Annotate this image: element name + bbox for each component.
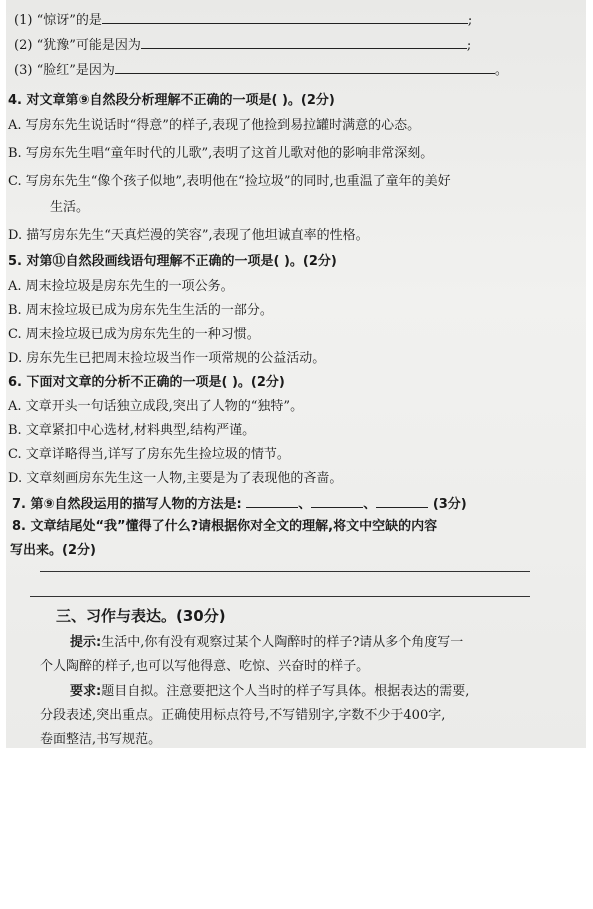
requirement-text-1: 题目自拟。注意要把这个人当时的样子写具体。根据表达的需要, (101, 684, 470, 699)
q3-item-3-end: 。 (494, 63, 508, 78)
q6-option-a: A. 文章开头一句话独立成段,突出了人物的“独特”。 (8, 399, 304, 414)
q3-item-3-answer-blank[interactable] (115, 60, 495, 74)
q8-answer-line-2[interactable] (30, 596, 530, 597)
q4-option-a: A. 写房东先生说话时“得意”的样子,表现了他捡到易拉罐时满意的心态。 (8, 118, 421, 133)
q3-item-3-text: “脸红”是因为 (36, 63, 115, 78)
q5-option-d: D. 房东先生已把周末捡垃圾当作一项常规的公益活动。 (8, 351, 326, 366)
q4-option-d: D. 描写房东先生“天真烂漫的笑容”,表现了他坦诚直率的性格。 (8, 228, 369, 243)
q3-item-3 (14, 60, 508, 79)
q7-blank-3[interactable] (376, 494, 428, 508)
exam-paper (6, 0, 586, 748)
requirement-label: 要求: (70, 684, 102, 699)
q3-item-1-text: “惊讶”的是 (36, 13, 102, 28)
q3-item-3-number: (3) (14, 63, 33, 78)
q7-blank-1[interactable] (246, 494, 298, 508)
q4-option-b: B. 写房东先生唱“童年时代的儿歌”,表明了这首儿歌对他的影响非常深刻。 (8, 146, 434, 161)
q7-question (12, 494, 467, 513)
section-3-tip-line-2: 个人陶醉的样子,也可以写他得意、吃惊、兴奋时的样子。 (40, 659, 370, 674)
q6-option-d: D. 文章刻画房东先生这一人物,主要是为了表现他的吝啬。 (8, 471, 343, 486)
q3-item-1 (14, 10, 472, 29)
q5-stem: 5. 对第⑪自然段画线语句理解不正确的一项是( )。(2分) (8, 254, 337, 269)
q7-score: (3分) (432, 497, 467, 512)
tip-text-1: 生活中,你有没有观察过某个人陶醉时的样子?请从多个角度写一 (101, 635, 464, 650)
q7-separator-1: 、 (298, 497, 312, 512)
q7-separator-2: 、 (363, 497, 377, 512)
section-3-requirement-line-2: 分段表述,突出重点。正确使用标点符号,不写错别字,字数不少于400字, (40, 708, 446, 723)
q3-item-1-number: (1) (14, 13, 33, 28)
q3-item-1-answer-blank[interactable] (102, 10, 468, 24)
q5-option-b: B. 周末捡垃圾已成为房东先生生活的一部分。 (8, 303, 273, 318)
q7-stem: 7. 第⑨自然段运用的描写人物的方法是: (12, 497, 242, 512)
q3-item-2-answer-blank[interactable] (141, 35, 467, 49)
q4-stem: 4. 对文章第⑨自然段分析理解不正确的一项是( )。(2分) (8, 93, 335, 108)
q3-item-2-text: “犹豫”可能是因为 (36, 38, 141, 53)
q6-option-b: B. 文章紧扣中心选材,材料典型,结构严谨。 (8, 423, 256, 438)
section-3-heading: 三、习作与表达。(30分) (56, 607, 226, 625)
q5-option-a: A. 周末捡垃圾是房东先生的一项公务。 (8, 279, 234, 294)
q8-stem-line-2: 写出来。(2分) (10, 543, 96, 558)
section-3-requirement-line-1 (70, 683, 469, 700)
section-3-requirement-line-3: 卷面整洁,书写规范。 (40, 732, 162, 747)
q3-item-2-end: ; (466, 38, 472, 53)
q8-answer-line-1[interactable] (40, 571, 530, 572)
q5-option-c: C. 周末捡垃圾已成为房东先生的一种习惯。 (8, 327, 260, 342)
q3-item-2 (14, 35, 471, 54)
q7-blank-2[interactable] (311, 494, 363, 508)
q4-option-c-line-1: C. 写房东先生“像个孩子似地”,表明他在“捡垃圾”的同时,也重温了童年的美好 (8, 174, 451, 189)
q8-stem-line-1: 8. 文章结尾处“我”懂得了什么?请根据你对全文的理解,将文中空缺的内容 (12, 519, 438, 534)
q3-item-1-end: ; (467, 13, 473, 28)
q6-option-c: C. 文章详略得当,详写了房东先生捡垃圾的情节。 (8, 447, 290, 462)
q4-option-c-line-2: 生活。 (50, 200, 90, 215)
tip-label: 提示: (70, 635, 102, 650)
q3-item-2-number: (2) (14, 38, 33, 53)
section-3-tip-line-1 (70, 634, 463, 651)
q6-stem: 6. 下面对文章的分析不正确的一项是( )。(2分) (8, 375, 285, 390)
